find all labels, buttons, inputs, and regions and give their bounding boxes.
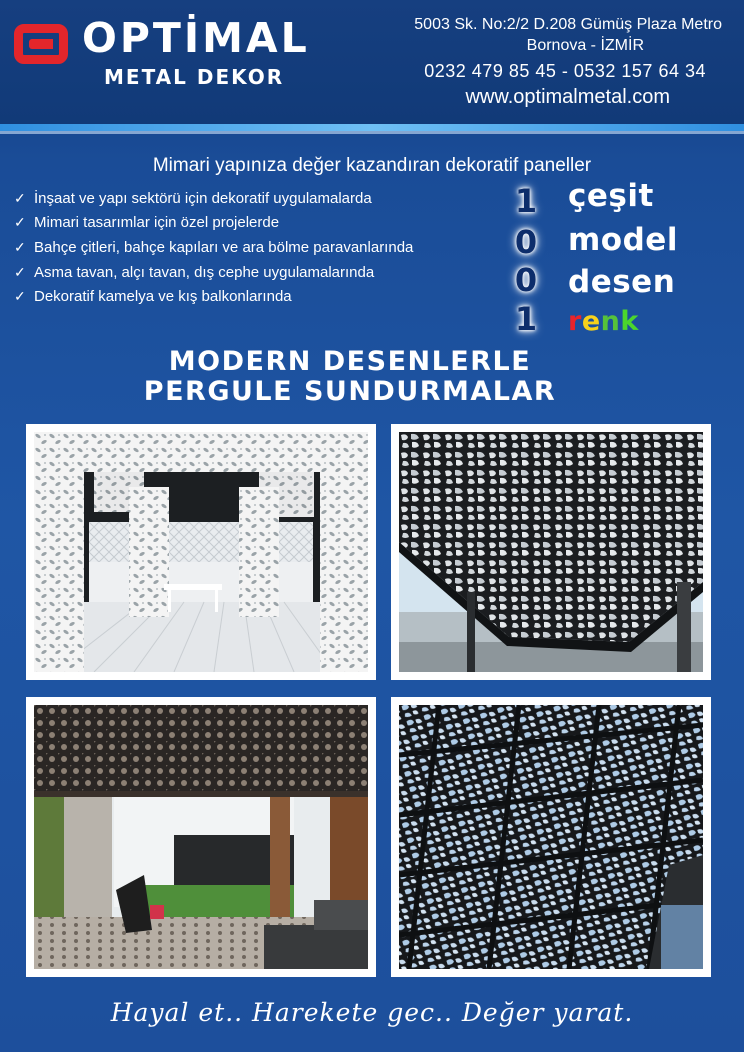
headline-line-2: PERGULE SUNDURMALAR [143,376,557,407]
feature-item [14,260,413,285]
address-line-2: Bornova - İZMİR [526,37,644,54]
white-lace-pergola-photo [34,432,368,672]
check-icon: ✓ [14,263,26,280]
check-icon: ✓ [14,189,26,206]
promo-word-desen: desen [568,264,676,300]
renk-letter: n [600,306,621,337]
photo-frame [26,424,376,680]
feature-text: İnşaat ve yapı sektörü için dekoratif uygulamalarda [34,189,372,207]
promo-word-cesit: çeşit [568,178,654,214]
check-icon: ✓ [14,214,26,231]
feature-item [14,284,413,309]
brand-subtitle: METAL DEKOR [104,65,285,89]
header-divider-highlight [0,131,744,134]
check-icon: ✓ [14,238,26,255]
black-lace-canopy-photo [399,432,703,672]
tagline: Mimari yapınıza değer kazandıran dekoratif paneller [152,155,592,176]
promo-digit: 1 [514,182,538,220]
promo-word-model: model [568,222,678,258]
photo-frame [391,424,711,680]
feature-text: Asma tavan, alçı tavan, dış cephe uygulamalarında [34,263,375,281]
slogan: Hayal et.. Harekete gec.. Değer yarat. [110,998,634,1027]
feature-item [14,186,413,211]
photo-frame [391,697,711,977]
feature-list [14,186,413,309]
headline-line-1: MODERN DESENLERLE [168,346,532,377]
promo-digit: 0 [514,261,538,299]
renk-letter: r [568,306,582,337]
promo-digit: 0 [514,223,538,261]
black-grid-canopy-photo [399,705,703,969]
phone-numbers: 0232 479 85 45 - 0532 157 64 34 [424,61,706,81]
feature-text: Mimari tasarımlar için özel projelerde [34,214,280,232]
check-icon: ✓ [14,288,26,305]
promo-digit: 1 [514,300,538,338]
logo-mark-icon [14,24,68,64]
website-link[interactable]: www.optimalmetal.com [465,86,670,108]
patio-pergola-photo [34,705,368,969]
feature-item [14,211,413,236]
header-divider [0,124,744,131]
feature-text: Dekoratif kamelya ve kış balkonlarında [34,288,292,306]
feature-item [14,235,413,260]
address-line-1: 5003 Sk. No:2/2 D.208 Gümüş Plaza Metro [414,16,722,33]
promo-word-renk [568,306,639,337]
feature-text: Bahçe çitleri, bahçe kapıları ve ara bölme paravanlarında [34,238,414,256]
brand-name: OPTİMAL [82,14,310,62]
renk-letter: e [581,306,601,337]
renk-letter: k [620,306,639,337]
photo-frame [26,697,376,977]
